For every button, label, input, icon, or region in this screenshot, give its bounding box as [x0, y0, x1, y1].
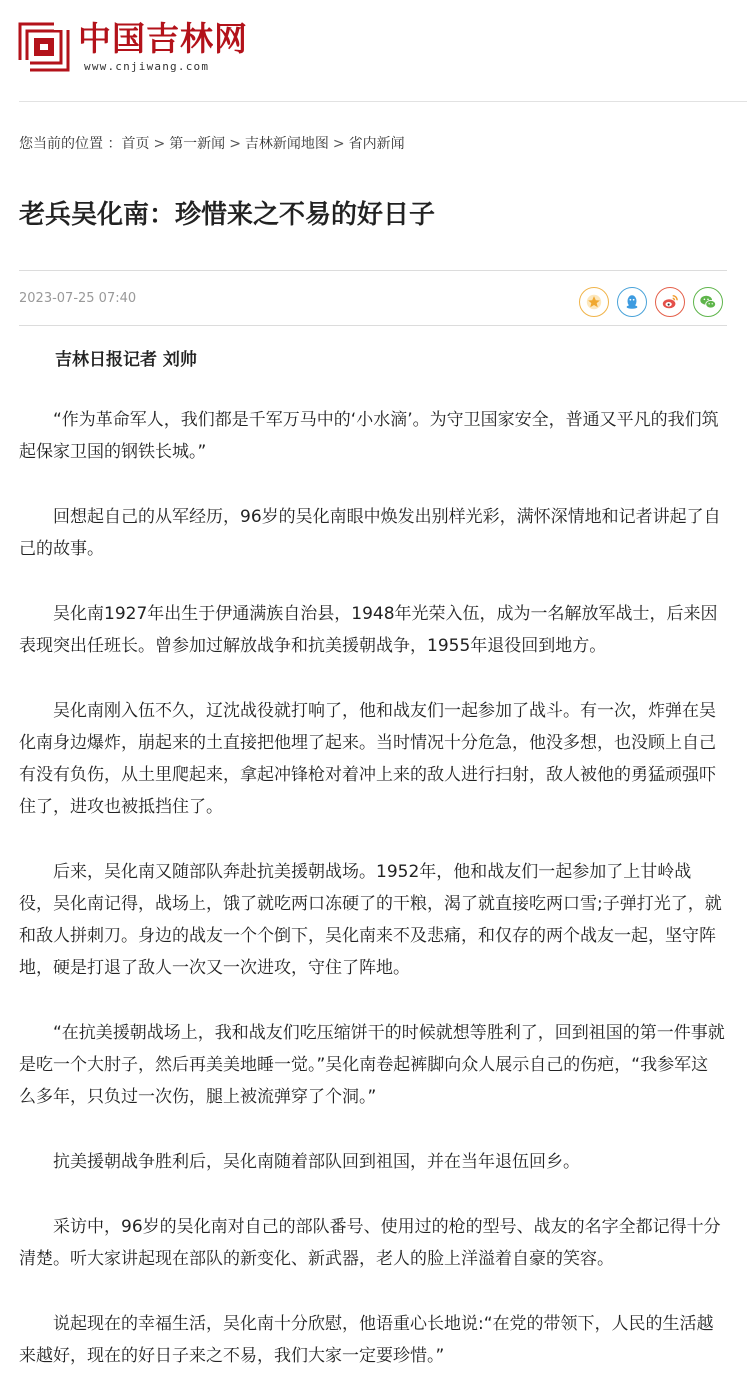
- header-divider: [19, 101, 747, 102]
- meta-divider: [19, 325, 727, 326]
- site-header: [0, 0, 747, 102]
- site-url: www.cnjiwang.com: [84, 60, 210, 73]
- favorite-button[interactable]: [579, 287, 609, 317]
- favorite-icon: [585, 293, 603, 311]
- article-byline: 吉林日报记者 刘帅: [55, 350, 197, 370]
- breadcrumb-separator: >: [332, 136, 345, 152]
- title-divider: [19, 270, 727, 271]
- site-logo[interactable]: [18, 20, 248, 73]
- article-title: 老兵吴化南：珍惜来之不易的好日子: [19, 200, 436, 230]
- logo-mark-icon: [18, 20, 72, 72]
- weibo-icon: [661, 293, 679, 311]
- article-paragraph: “在抗美援朝战场上，我和战友们吃压缩饼干的时候就想等胜利了，回到祖国的第一件事就是吃一个大肘子，然后再美美地睡一觉。”吴化南卷起裤脚向众人展示自己的伤疤，“我参军这么多年，只负过一次伤，腿上被流弹穿了个洞。”: [19, 1023, 725, 1107]
- article-paragraph: 说起现在的幸福生活，吴化南十分欣慰，他语重心长地说:“在党的带领下，人民的生活越来越好，现在的好日子来之不易，我们大家一定要珍惜。”: [19, 1314, 714, 1366]
- breadcrumb-prefix: 您当前的位置 ：: [19, 136, 122, 152]
- article-paragraph: 回想起自己的从军经历，96岁的吴化南眼中焕发出别样光彩，满怀深情地和记者讲起了自己的故事。: [19, 507, 721, 559]
- article-paragraph: 抗美援朝战争胜利后，吴化南随着部队回到祖国，并在当年退伍回乡。: [53, 1152, 580, 1172]
- breadcrumb-item-jilin-news-map[interactable]: 吉林新闻地图: [244, 136, 329, 152]
- weibo-share-button[interactable]: [655, 287, 685, 317]
- site-name: 中国吉林网: [78, 19, 248, 58]
- article-body: [19, 344, 725, 1395]
- breadcrumb: [19, 134, 405, 154]
- share-bar: [579, 287, 723, 317]
- article-paragraph: 吴化南1927年出生于伊通满族自治县，1948年光荣入伍，成为一名解放军战士，后来因表现突出任班长。曾参加过解放战争和抗美援朝战争，1955年退役回到地方。: [19, 604, 718, 656]
- publish-date: 2023-07-25 07:40: [19, 291, 137, 306]
- qq-share-button[interactable]: [617, 287, 647, 317]
- wechat-icon: [699, 293, 717, 311]
- logo-text: [78, 20, 248, 73]
- article-paragraph: 采访中，96岁的吴化南对自己的部队番号、使用过的枪的型号、战友的名字全都记得十分清楚。听大家讲起现在部队的新变化、新武器，老人的脸上洋溢着自豪的笑容。: [19, 1217, 721, 1269]
- breadcrumb-item-provincial-news[interactable]: 省内新闻: [348, 136, 405, 152]
- article-paragraph: 后来，吴化南又随部队奔赴抗美援朝战场。1952年，他和战友们一起参加了上甘岭战役，吴化南记得，战场上，饿了就吃两口冻硬了的干粮，渴了就直接吃两口雪;子弹打光了，就和敌人拼刺刀。身边的战友一个个倒下，吴化南来不及悲痛，和仅存的两个战友一起，坚守阵地，硬是打退了敌人一次又一次进攻，守住了阵地。: [19, 862, 722, 978]
- breadcrumb-item-first-news[interactable]: 第一新闻: [169, 136, 226, 152]
- article-paragraph: 吴化南刚入伍不久，辽沈战役就打响了，他和战友们一起参加了战斗。有一次，炸弹在吴化南身边爆炸，崩起来的土直接把他埋了起来。当时情况十分危急，他没多想，也没顾上自己有没有负伤，从土里爬起来，拿起冲锋枪对着冲上来的敌人进行扫射，敌人被他的勇猛顽强吓住了，进攻也被抵挡住了。: [19, 701, 716, 817]
- qq-icon: [623, 293, 641, 311]
- article-paragraph: “作为革命军人，我们都是千军万马中的‘小水滴’。为守卫国家安全，普通又平凡的我们筑起保家卫国的钢铁长城。”: [19, 410, 719, 462]
- breadcrumb-separator: >: [153, 136, 166, 152]
- wechat-share-button[interactable]: [693, 287, 723, 317]
- breadcrumb-item-home[interactable]: 首页: [121, 136, 150, 152]
- breadcrumb-separator: >: [229, 136, 241, 152]
